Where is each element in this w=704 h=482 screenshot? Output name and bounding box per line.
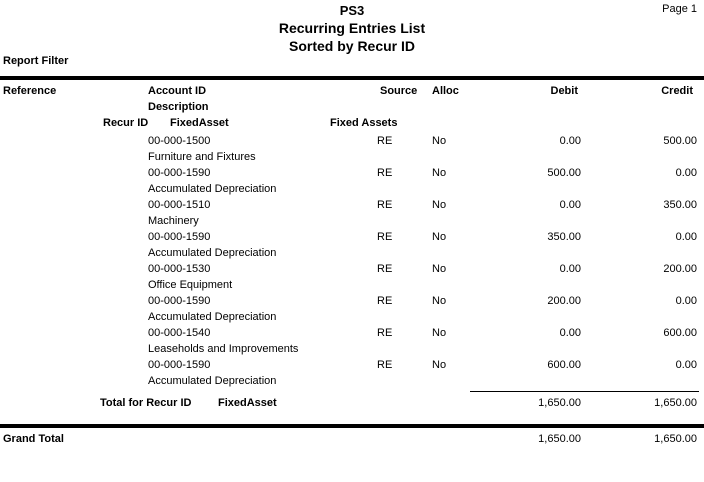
entry-description: Office Equipment (148, 279, 233, 291)
recur-id-label: Recur ID (103, 117, 149, 129)
recur-total-label: Total for Recur ID (100, 397, 192, 409)
entry-alloc: No (432, 231, 447, 243)
entry-debit: 0.00 (559, 199, 581, 211)
entry-source: RE (377, 167, 393, 179)
table-row (0, 231, 704, 263)
col-header-debit: Debit (550, 85, 578, 97)
table-row (0, 359, 704, 391)
entry-debit: 0.00 (559, 263, 581, 275)
entry-description: Accumulated Depreciation (148, 375, 277, 387)
report-filter-label: Report Filter (3, 55, 69, 67)
grand-total-credit: 1,650.00 (654, 433, 697, 445)
entry-source: RE (377, 359, 393, 371)
entry-source: RE (377, 327, 393, 339)
entry-description: Furniture and Fixtures (148, 151, 256, 163)
entry-alloc: No (432, 295, 447, 307)
recur-total-debit: 1,650.00 (538, 397, 581, 409)
entry-account-id: 00-000-1590 (148, 167, 211, 179)
entry-credit: 200.00 (663, 263, 697, 275)
recur-id-description: Fixed Assets (330, 117, 398, 129)
entry-source: RE (377, 135, 393, 147)
header-rule (0, 76, 704, 80)
entry-source: RE (377, 231, 393, 243)
report-title: Recurring Entries List (278, 20, 426, 36)
entry-credit: 500.00 (663, 135, 697, 147)
table-row (0, 135, 704, 167)
entry-account-id: 00-000-1590 (148, 359, 211, 371)
entry-source: RE (377, 295, 393, 307)
entry-description: Accumulated Depreciation (148, 247, 277, 259)
report-subtitle: Sorted by Recur ID (288, 38, 416, 54)
grand-total-label: Grand Total (3, 433, 64, 445)
entry-debit: 600.00 (547, 359, 581, 371)
entry-credit: 600.00 (663, 327, 697, 339)
entry-credit: 350.00 (663, 199, 697, 211)
subtotal-rule (470, 391, 699, 392)
entry-alloc: No (432, 263, 447, 275)
entry-alloc: No (432, 359, 447, 371)
entry-account-id: 00-000-1590 (148, 295, 211, 307)
grand-total-rule (0, 424, 704, 428)
col-header-source: Source (380, 85, 418, 97)
table-row (0, 167, 704, 199)
entry-debit: 0.00 (559, 135, 581, 147)
entry-source: RE (377, 263, 393, 275)
entry-credit: 0.00 (675, 167, 697, 179)
col-header-reference: Reference (3, 85, 57, 97)
entry-description: Accumulated Depreciation (148, 183, 277, 195)
col-header-description: Description (148, 101, 209, 113)
entry-account-id: 00-000-1590 (148, 231, 211, 243)
entry-credit: 0.00 (675, 295, 697, 307)
entry-debit: 350.00 (547, 231, 581, 243)
entry-alloc: No (432, 167, 447, 179)
page-number: Page 1 (662, 3, 697, 15)
company-name: PS3 (339, 3, 365, 18)
table-row (0, 263, 704, 295)
entry-description: Accumulated Depreciation (148, 311, 277, 323)
entry-account-id: 00-000-1510 (148, 199, 211, 211)
entry-description: Machinery (148, 215, 199, 227)
col-header-credit: Credit (661, 85, 693, 97)
recur-id-value: FixedAsset (170, 117, 229, 129)
entry-credit: 0.00 (675, 231, 697, 243)
entry-debit: 500.00 (547, 167, 581, 179)
recur-total-id: FixedAsset (218, 397, 277, 409)
entry-alloc: No (432, 199, 447, 211)
entry-account-id: 00-000-1500 (148, 135, 211, 147)
entry-debit: 200.00 (547, 295, 581, 307)
table-row (0, 327, 704, 359)
recur-total-credit: 1,650.00 (654, 397, 697, 409)
entry-source: RE (377, 199, 393, 211)
table-row (0, 295, 704, 327)
grand-total-debit: 1,650.00 (538, 433, 581, 445)
entry-alloc: No (432, 135, 447, 147)
col-header-account-id: Account ID (148, 85, 207, 97)
entry-alloc: No (432, 327, 447, 339)
entry-credit: 0.00 (675, 359, 697, 371)
entry-debit: 0.00 (559, 327, 581, 339)
entry-account-id: 00-000-1540 (148, 327, 211, 339)
table-row (0, 199, 704, 231)
entry-description: Leaseholds and Improvements (148, 343, 299, 355)
col-header-alloc: Alloc (432, 85, 459, 97)
entry-account-id: 00-000-1530 (148, 263, 211, 275)
